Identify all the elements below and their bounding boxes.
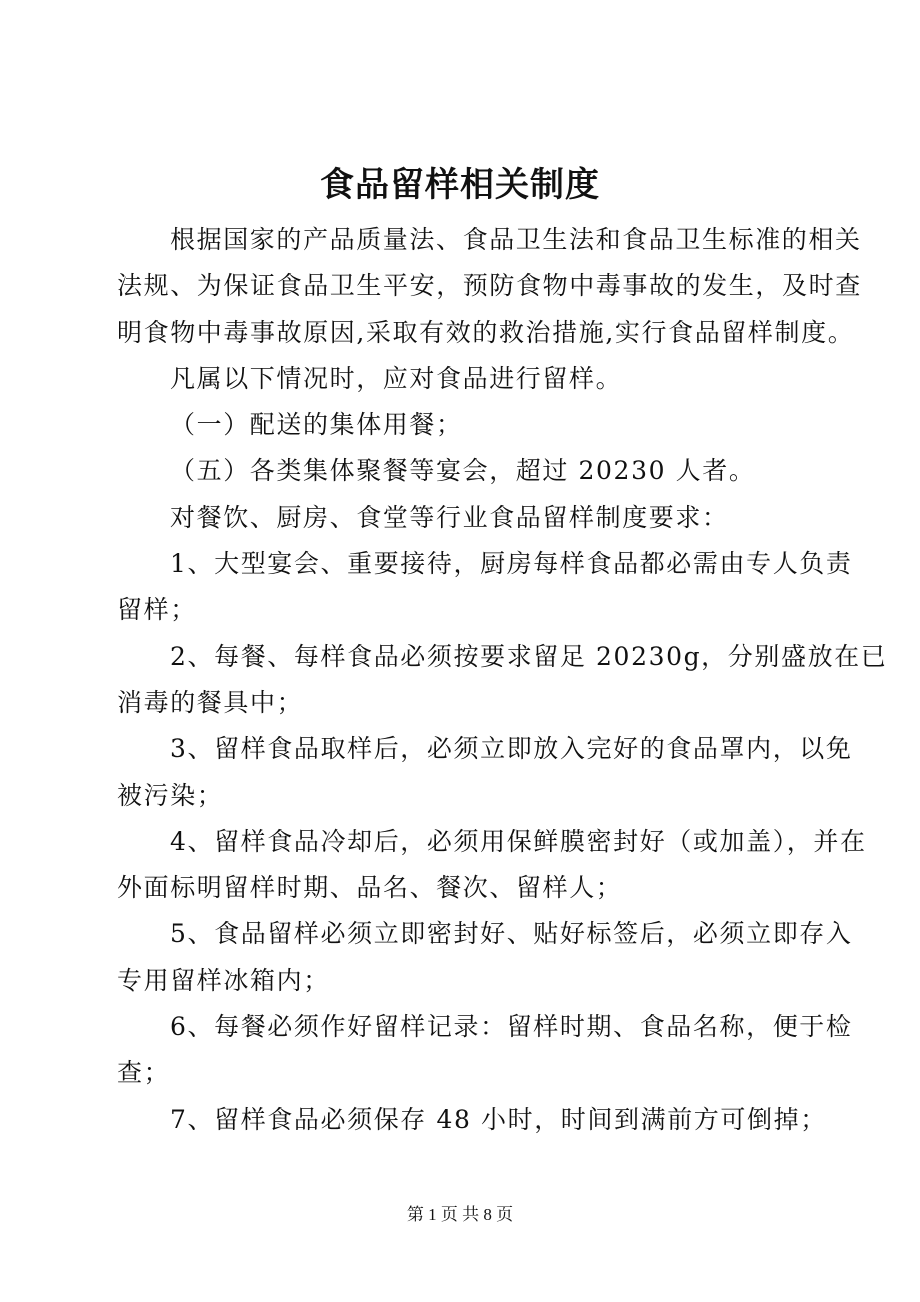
text-line: 1、大型宴会、重要接待，厨房每样食品都必需由专人负责 — [170, 549, 853, 579]
text-line: 查； — [117, 1058, 171, 1088]
text-line: 消毒的餐具中； — [117, 687, 304, 717]
text-line: 7、留样食品必须保存 48 小时，时间到满前方可倒掉； — [170, 1104, 827, 1134]
text-line: 凡属以下情况时，应对食品进行留样。 — [170, 363, 623, 393]
document-body — [117, 217, 888, 1143]
text-line: 外面标明留样时期、品名、餐次、留样人； — [117, 873, 623, 903]
text-line: 5、食品留样必须立即密封好、贴好标签后，必须立即存入 — [170, 919, 853, 949]
text-line: （五）各类集体聚餐等宴会，超过 20230 人者。 — [170, 456, 756, 486]
text-line: 法规、为保证食品卫生平安，预防食物中毒事故的发生，及时查 — [117, 271, 862, 301]
text-line: 根据国家的产品质量法、食品卫生法和食品卫生标准的相关 — [170, 225, 862, 254]
text-line: 对餐饮、厨房、食堂等行业食品留样制度要求： — [170, 502, 729, 532]
document-title: 食品留样相关制度 — [320, 165, 600, 205]
text-line: 3、留样食品取样后，必须立即放入完好的食品罩内，以免 — [170, 734, 853, 764]
text-line: 4、留样食品冷却后，必须用保鲜膜密封好（或加盖），并在 — [170, 826, 867, 856]
page-footer: 第 1 页 共 8 页 — [406, 1205, 514, 1224]
text-line: 留样； — [117, 595, 197, 625]
text-line: 2、每餐、每样食品必须按要求留足 20230g，分别盛放在已 — [170, 641, 888, 671]
text-line: 专用留样冰箱内； — [117, 965, 330, 995]
text-line: 6、每餐必须作好留样记录：留样时期、食品名称，便于检 — [170, 1012, 853, 1042]
text-line: 被污染； — [117, 780, 224, 810]
text-line: （一）配送的集体用餐； — [170, 410, 463, 440]
text-line: 明食物中毒事故原因,采取有效的救治措施,实行食品留样制度。 — [117, 317, 855, 347]
